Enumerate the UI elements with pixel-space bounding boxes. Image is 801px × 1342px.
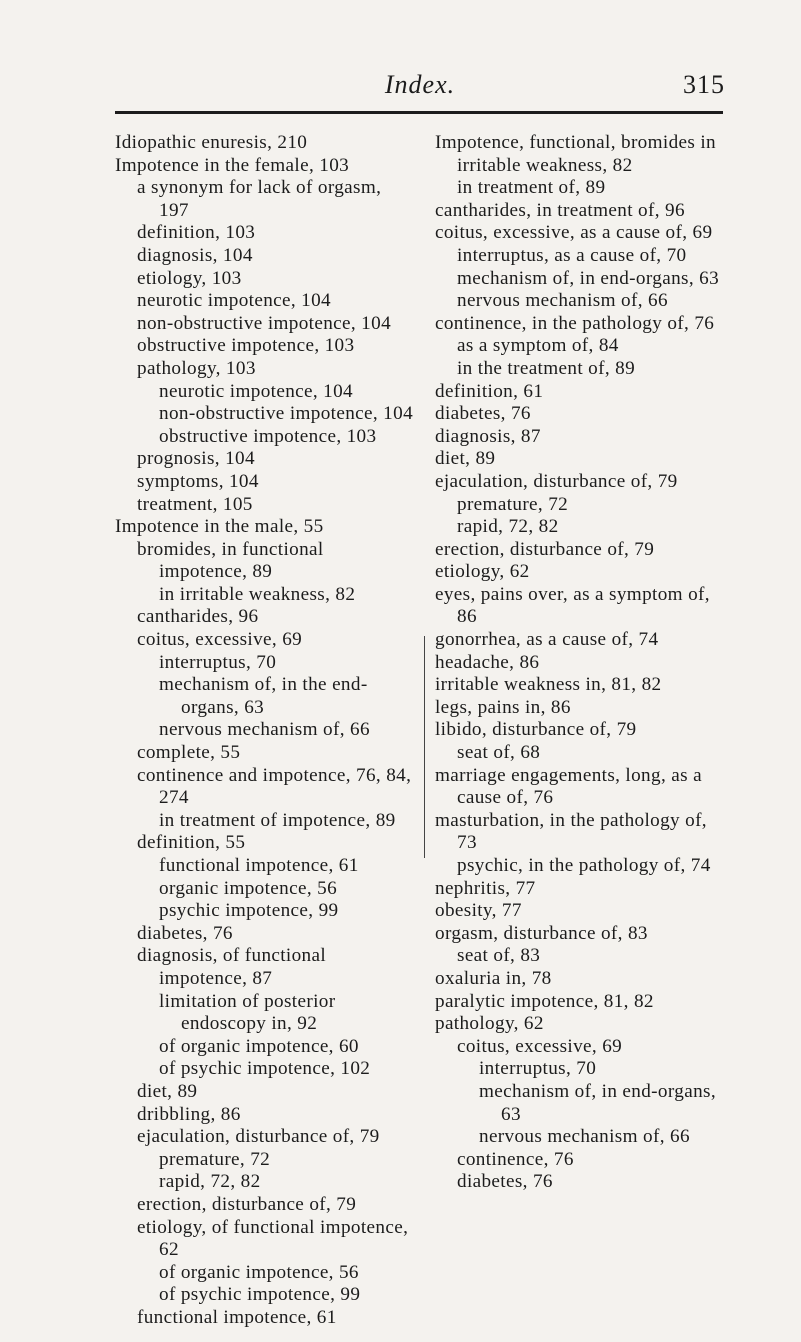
index-entry: functional impotence, 61 — [137, 1306, 337, 1328]
index-entry: in treatment of impotence, 89 — [159, 809, 396, 831]
index-entry: treatment, 105 — [137, 493, 253, 515]
index-entry: interruptus, as a cause of, 70 — [457, 244, 687, 266]
index-entry: limitation of posterior endoscopy in, 92 — [159, 990, 336, 1035]
index-entry: prognosis, 104 — [137, 448, 255, 470]
index-entry: Impotence in the male, 55 — [115, 516, 324, 538]
index-entry: erection, disturbance of, 79 — [435, 538, 655, 560]
index-entry: marriage engagements, long, as a cause of, 76 — [435, 764, 702, 809]
index-entry: headache, 86 — [435, 651, 540, 673]
index-entry: etiology, 103 — [137, 267, 242, 289]
index-entry: legs, pains in, 86 — [435, 696, 571, 718]
index-entry: mechanism of, in the end-organs, 63 — [159, 674, 368, 718]
index-entry: obesity, 77 — [435, 900, 522, 922]
index-entry: diagnosis, of functional impotence, 87 — [137, 945, 327, 989]
index-entry: diagnosis, 87 — [435, 425, 541, 447]
index-entry: interruptus, 70 — [479, 1058, 597, 1080]
index-entry: diet, 89 — [137, 1080, 198, 1102]
index-entry: seat of, 83 — [457, 945, 541, 967]
index-entry: diagnosis, 104 — [137, 244, 253, 266]
header-rule — [115, 111, 723, 114]
index-entry: continence, 76 — [457, 1148, 574, 1170]
index-entry: ejaculation, disturbance of, 79 — [435, 470, 678, 492]
index-entry: coitus, excessive, as a cause of, 69 — [435, 222, 713, 244]
index-entry: definition, 103 — [137, 222, 256, 244]
index-entry: nephritis, 77 — [435, 877, 536, 899]
index-entry: coitus, excessive, 69 — [457, 1035, 623, 1057]
page-number: 315 — [683, 70, 725, 99]
index-entry: eyes, pains over, as a symptom of, 86 — [435, 583, 710, 628]
index-entry: diet, 89 — [435, 448, 496, 470]
running-header — [115, 70, 725, 106]
index-entry: premature, 72 — [159, 1148, 271, 1170]
index-entry: neurotic impotence, 104 — [137, 290, 332, 312]
index-entry: obstructive impotence, 103 — [137, 335, 355, 357]
index-entry: coitus, excessive, 69 — [137, 629, 303, 651]
index-entry: obstructive impotence, 103 — [159, 425, 377, 447]
column-divider — [424, 636, 425, 858]
index-entry: interruptus, 70 — [159, 651, 277, 673]
index-entry: nervous mechanism of, 66 — [457, 290, 668, 312]
index-entry: ejaculation, disturbance of, 79 — [137, 1126, 380, 1148]
index-entry: of psychic impotence, 99 — [159, 1284, 361, 1306]
index-entry: in irritable weakness, 82 — [159, 583, 356, 605]
index-entry: pathology, 103 — [137, 357, 256, 379]
index-entry: diabetes, 76 — [435, 403, 531, 425]
index-entry: psychic impotence, 99 — [159, 900, 339, 922]
index-entry: of organic impotence, 60 — [159, 1035, 359, 1057]
index-entry: complete, 55 — [137, 742, 241, 764]
index-entry: rapid, 72, 82 — [457, 516, 559, 538]
page-title: Index. — [384, 70, 456, 99]
index-entry: functional impotence, 61 — [159, 855, 359, 876]
index-entry: etiology, 62 — [435, 561, 530, 583]
index-entry: continence and impotence, 76, 84, 274 — [137, 764, 412, 809]
index-entry: nervous mechanism of, 66 — [479, 1126, 690, 1148]
index-entry: in treatment of, 89 — [457, 177, 606, 199]
index-entry: of organic impotence, 56 — [159, 1261, 359, 1283]
index-entry: continence, in the pathology of, 76 — [435, 312, 715, 334]
right-index-column — [435, 132, 727, 1194]
index-entry: in the treatment of, 89 — [457, 357, 636, 379]
index-entry: symptoms, 104 — [137, 470, 259, 492]
index-entry: definition, 61 — [435, 380, 544, 402]
index-entry: rapid, 72, 82 — [159, 1171, 261, 1193]
index-entry: premature, 72 — [457, 493, 569, 515]
index-entry: Impotence in the female, 103 — [115, 154, 350, 176]
index-entry: organic impotence, 56 — [159, 877, 338, 899]
index-entry: diabetes, 76 — [137, 922, 233, 944]
index-entry: etiology, of functional impotence, 62 — [137, 1216, 409, 1261]
index-entry: a synonym for lack of orgasm, 197 — [137, 177, 382, 221]
index-entry: pathology, 62 — [435, 1013, 544, 1035]
index-entry: diabetes, 76 — [457, 1171, 553, 1193]
index-entry: orgasm, disturbance of, 83 — [435, 922, 648, 944]
index-entry: paralytic impotence, 81, 82 — [435, 990, 654, 1012]
index-entry: cantharides, 96 — [137, 606, 259, 628]
index-entry: as a symptom of, 84 — [457, 335, 619, 357]
index-entry: non-obstructive impotence, 104 — [159, 403, 414, 425]
index-entry: Impotence, functional, bromides in irritable weakness, 82 — [435, 132, 716, 176]
index-entry: irritable weakness in, 81, 82 — [435, 674, 662, 696]
index-entry: of psychic impotence, 102 — [159, 1058, 371, 1080]
index-entry: oxaluria in, 78 — [435, 967, 552, 989]
index-entry: non-obstructive impotence, 104 — [137, 312, 392, 334]
index-entry: mechanism of, in end-organs, 63 — [479, 1080, 716, 1125]
index-entry: psychic, in the pathology of, 74 — [457, 855, 711, 876]
index-entry: dribbling, 86 — [137, 1103, 241, 1125]
index-entry: mechanism of, in end-organs, 63 — [457, 267, 720, 289]
index-entry: erection, disturbance of, 79 — [137, 1193, 357, 1215]
index-entry: masturbation, in the pathology of, 73 — [435, 809, 707, 854]
left-index-column — [115, 132, 415, 1329]
index-entry: neurotic impotence, 104 — [159, 380, 354, 402]
index-entry: definition, 55 — [137, 832, 246, 854]
index-entry: Idiopathic enuresis, 210 — [115, 132, 308, 153]
index-entry: cantharides, in treatment of, 96 — [435, 199, 685, 221]
index-entry: gonorrhea, as a cause of, 74 — [435, 629, 659, 651]
index-entry: nervous mechanism of, 66 — [159, 719, 370, 741]
index-entry: libido, disturbance of, 79 — [435, 719, 637, 741]
index-entry: bromides, in functional impotence, 89 — [137, 538, 324, 583]
index-entry: seat of, 68 — [457, 742, 541, 764]
